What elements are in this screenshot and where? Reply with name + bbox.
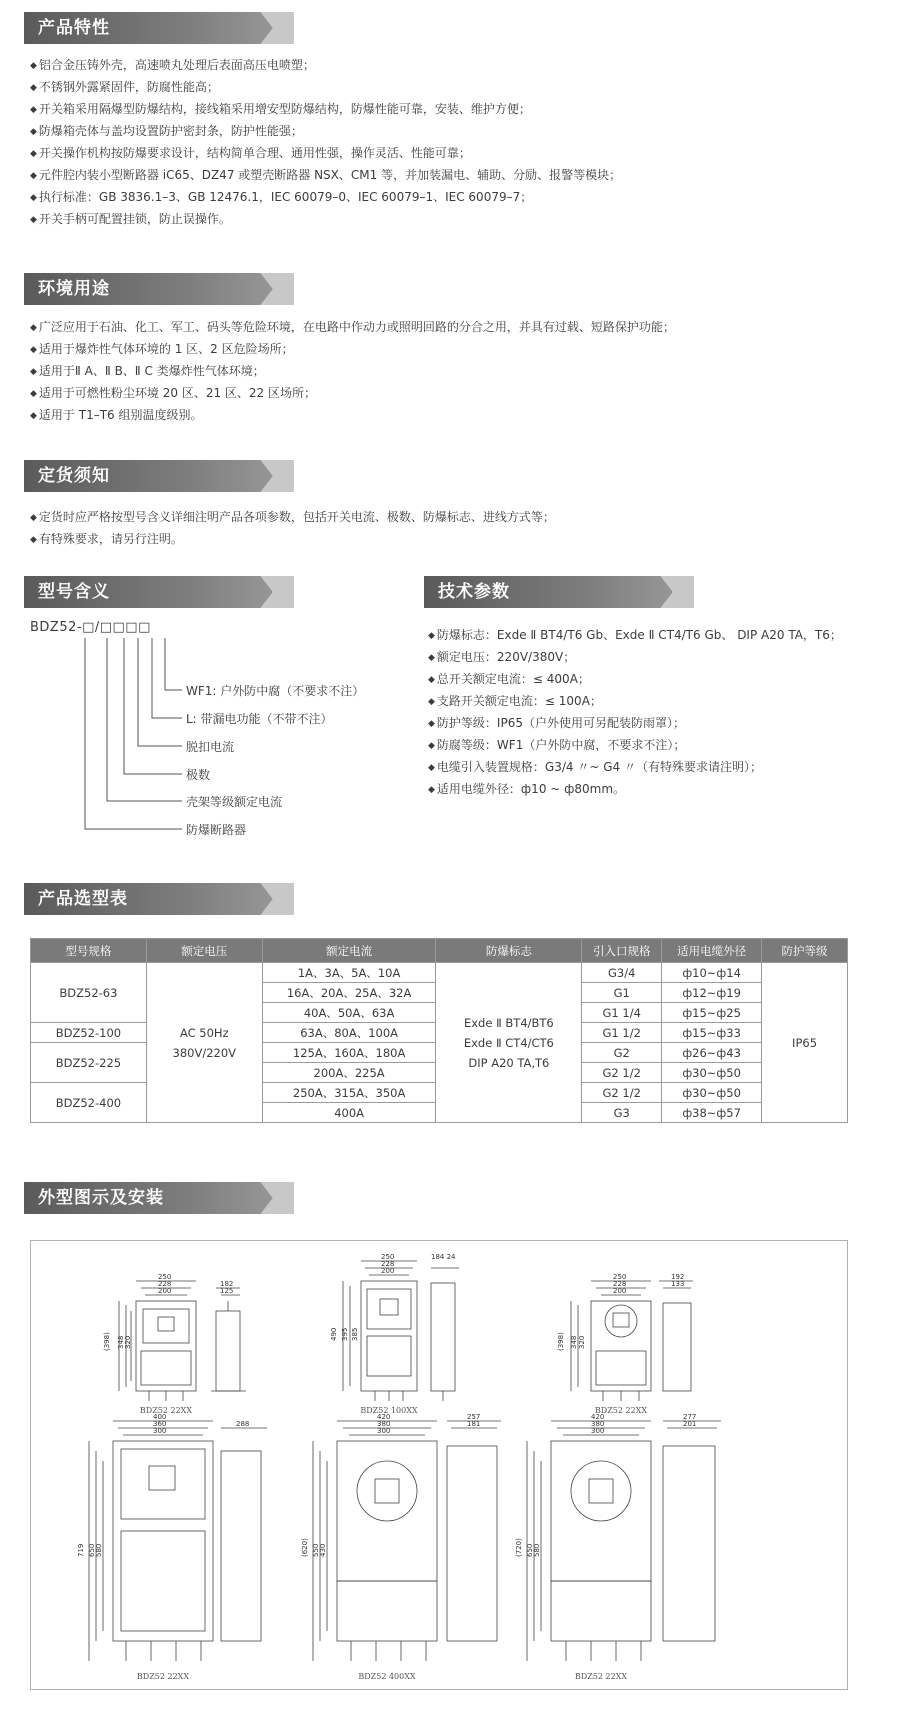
dim-label: 250 [613, 1273, 627, 1281]
mark-line: Exde Ⅱ BT4/BT6 [463, 1015, 554, 1030]
dim-label: 257 [467, 1413, 481, 1421]
dim-label: 200 [158, 1287, 172, 1295]
cable-cell: ф10~ф14 [662, 963, 762, 983]
feature-item: ◆ 开关操作机构按防爆要求设计，结构简单合理、通用性强，操作灵活、性能可靠； [30, 143, 621, 165]
outline-drawings-svg [31, 1241, 847, 1689]
environment-item: ◆ 适用于 T1–T6 组别温度级别。 [30, 405, 675, 427]
drawing-small-enclosure-1 [119, 1281, 246, 1401]
entry-cell: G2 1/2 [582, 1063, 662, 1083]
table-header-row [31, 939, 848, 963]
model-label-frame-current: 壳架等级额定电流 [186, 795, 283, 809]
drawing-large-enclosure-2 [313, 1421, 501, 1661]
cable-cell: ф15~ф33 [662, 1023, 762, 1043]
dim-label: 181 [467, 1420, 481, 1428]
dim-label: (720) [515, 1538, 523, 1557]
ordering-list [30, 507, 555, 551]
dim-label: (398) [103, 1332, 111, 1351]
dim-label: 320 [124, 1335, 132, 1349]
dim-label: 380 [377, 1420, 391, 1428]
ordering-item: ◆ 定货时应严格按型号含义详细注明产品各项参数，包括开关电流、极数、防爆标志、进线方式等； [30, 507, 555, 529]
dim-label: 360 [153, 1420, 167, 1428]
feature-item: ◆ 开关手柄可配置挂锁，防止误操作。 [30, 209, 621, 231]
drawing-caption: BDZ52 22XX [594, 1406, 648, 1415]
section-title: 产品选型表 [38, 889, 128, 909]
drawing-caption: BDZ52 22XX [139, 1406, 193, 1415]
section-header-selection [24, 883, 294, 915]
column-header: 防护等级 [762, 939, 848, 963]
column-header: 额定电流 [262, 939, 436, 963]
environment-item: ◆ 广泛应用于石油、化工、军工、码头等危险环境，在电路中作动力或照明回路的分合之用，并具有过载、短路保护功能； [30, 317, 675, 339]
current-cell: 40A、50A、63A [262, 1003, 436, 1023]
dim-label: 182 [220, 1280, 234, 1288]
model-cell: BDZ52-400 [31, 1083, 147, 1123]
dim-label: 550 [312, 1543, 320, 1557]
feature-item: ◆ 不锈钢外露紧固件，防腐性能高； [30, 77, 621, 99]
section-title: 定货须知 [38, 466, 110, 486]
selection-table [30, 938, 848, 1123]
mark-cell [436, 963, 582, 1123]
current-cell: 400A [262, 1103, 436, 1123]
entry-cell: G3/4 [582, 963, 662, 983]
tech-params-list [428, 625, 848, 801]
feature-item: ◆ 执行标准：GB 3836.1–3、GB 12476.1，IEC 60079–0、IEC 60079–1、IEC 60079–7； [30, 187, 621, 209]
current-cell: 200A、225A [262, 1063, 436, 1083]
dim-label: 228 [613, 1280, 627, 1288]
column-header: 额定电压 [146, 939, 262, 963]
section-header-tech [424, 576, 694, 608]
current-cell: 125A、160A、180A [262, 1043, 436, 1063]
dim-label: (620) [301, 1538, 309, 1557]
section-header-outline [24, 1182, 294, 1214]
tech-item: ◆ 防护等级：IP65（户外使用可另配装防雨罩）； [428, 713, 848, 735]
dim-label: 300 [591, 1427, 605, 1435]
cable-cell: ф30~ф50 [662, 1083, 762, 1103]
tech-item: ◆ 额定电压：220V/380V； [428, 647, 848, 669]
dim-label: 200 [613, 1287, 627, 1295]
environment-item: ◆ 适用于爆炸性气体环境的 1 区、2 区危险场所； [30, 339, 675, 361]
dim-label: 348 [570, 1335, 578, 1349]
drawing-small-enclosure-2 [343, 1261, 459, 1401]
dim-label: 192 [671, 1273, 685, 1281]
environment-item: ◆ 适用于Ⅱ A、Ⅱ B、Ⅱ C 类爆炸性气体环境； [30, 361, 675, 383]
model-cell: BDZ52-225 [31, 1043, 147, 1083]
section-header-environment [24, 273, 294, 305]
dim-label: 395 [341, 1327, 349, 1341]
dim-label: 288 [236, 1420, 250, 1428]
dim-label: 580 [95, 1543, 103, 1557]
feature-item: ◆ 开关箱采用隔爆型防爆结构，接线箱采用增安型防爆结构，防爆性能可靠，安装、维护方便； [30, 99, 621, 121]
cable-cell: ф12~ф19 [662, 983, 762, 1003]
drawing-caption: BDZ52 22XX [136, 1672, 190, 1681]
tech-item: ◆ 电缆引入装置规格：G3/4 〃~ G4 〃（有特殊要求请注明）； [428, 757, 848, 779]
dim-label: 420 [591, 1413, 605, 1421]
section-title: 型号含义 [38, 582, 110, 602]
section-header-ordering [24, 460, 294, 492]
environment-item: ◆ 适用于可燃性粉尘环境 20 区、21 区、22 区场所； [30, 383, 675, 405]
section-header-model [24, 576, 294, 608]
dim-label: 250 [381, 1253, 395, 1261]
cable-cell: ф26~ф43 [662, 1043, 762, 1063]
column-header: 型号规格 [31, 939, 147, 963]
current-cell: 16A、20A、25A、32A [262, 983, 436, 1003]
tech-item: ◆ 总开关额定电流：≤ 400A； [428, 669, 848, 691]
header-arrow-decoration [238, 883, 294, 915]
dim-label: 133 [671, 1280, 685, 1288]
tech-item: ◆ 适用电缆外径：ф10 ~ ф80mm。 [428, 779, 848, 801]
dim-label: 184 24 [431, 1253, 456, 1261]
entry-cell: G2 [582, 1043, 662, 1063]
column-header: 引入口规格 [582, 939, 662, 963]
cable-cell: ф15~ф25 [662, 1003, 762, 1023]
outline-drawings-panel [30, 1240, 848, 1690]
entry-cell: G1 1/4 [582, 1003, 662, 1023]
current-cell: 63A、80A、100A [262, 1023, 436, 1043]
dim-label: 125 [220, 1287, 234, 1295]
model-label-poles: 极数 [186, 768, 211, 782]
model-code: BDZ52-□/□□□□ [30, 620, 151, 635]
section-title: 产品特性 [38, 18, 110, 38]
protection-cell: IP65 [762, 963, 848, 1123]
dim-label: 300 [153, 1427, 167, 1435]
dim-label: 228 [381, 1260, 395, 1268]
dim-label: 650 [88, 1543, 96, 1557]
dim-label: 400 [153, 1413, 167, 1421]
column-header: 防爆标志 [436, 939, 582, 963]
dim-label: 200 [381, 1267, 395, 1275]
ordering-item: ◆ 有特殊要求，请另行注明。 [30, 529, 555, 551]
dim-label: 300 [377, 1427, 391, 1435]
dim-label: 277 [683, 1413, 697, 1421]
section-title: 技术参数 [438, 582, 510, 602]
table-row [31, 963, 848, 983]
dim-label: 490 [330, 1327, 338, 1341]
drawing-small-enclosure-3 [571, 1281, 693, 1401]
tech-item: ◆ 支路开关额定电流：≤ 100A； [428, 691, 848, 713]
dim-label: 250 [158, 1273, 172, 1281]
feature-item: ◆ 元件腔内装小型断路器 iC65、DZ47 或塑壳断路器 NSX、CM1 等，并加装漏电、辅助、分励、报警等模块； [30, 165, 621, 187]
column-header: 适用电缆外径 [662, 939, 762, 963]
drawing-caption: BDZ52 400XX [358, 1672, 416, 1681]
drawing-caption: BDZ52 100XX [360, 1406, 418, 1415]
drawing-large-enclosure-1 [89, 1421, 267, 1661]
dim-label: 201 [683, 1420, 697, 1428]
model-code-diagram [30, 620, 410, 840]
voltage-cell [146, 963, 262, 1123]
mark-line: DIP A20 TA,T6 [468, 1055, 550, 1070]
entry-cell: G1 1/2 [582, 1023, 662, 1043]
dim-label: (398) [557, 1332, 565, 1351]
section-header-features [24, 12, 294, 44]
entry-cell: G3 [582, 1103, 662, 1123]
model-cell: BDZ52-63 [31, 963, 147, 1023]
model-label-leakage: L: 带漏电功能（不带不注） [186, 712, 333, 726]
header-arrow-decoration [238, 460, 294, 492]
cable-cell: ф30~ф50 [662, 1063, 762, 1083]
dim-label: 650 [526, 1543, 534, 1557]
section-title: 外型图示及安装 [38, 1188, 164, 1208]
model-label-wf1: WF1: 户外防中腐（不要求不注） [186, 684, 365, 698]
tech-item: ◆ 防爆标志：Exde Ⅱ BT4/T6 Gb、Exde Ⅱ CT4/T6 Gb、 DIP A20 TA，T6； [428, 625, 848, 647]
entry-cell: G2 1/2 [582, 1083, 662, 1103]
feature-item: ◆ 防爆箱壳体与盖均设置防护密封条，防护性能强； [30, 121, 621, 143]
section-title: 环境用途 [38, 279, 110, 299]
header-arrow-decoration [238, 273, 294, 305]
features-list [30, 55, 621, 231]
voltage-line: 380V/220V [172, 1045, 237, 1060]
header-arrow-decoration [238, 12, 294, 44]
dim-label: 380 [591, 1420, 605, 1428]
dim-label: 420 [377, 1413, 391, 1421]
voltage-line: AC 50Hz [179, 1025, 229, 1040]
model-cell: BDZ52-100 [31, 1023, 147, 1043]
header-arrow-decoration [238, 1182, 294, 1214]
tech-item: ◆ 防腐等级：WF1（户外防中腐，不要求不注）； [428, 735, 848, 757]
current-cell: 250A、315A、350A [262, 1083, 436, 1103]
model-leader-lines [30, 620, 190, 840]
header-arrow-decoration [638, 576, 694, 608]
model-label-trip-current: 脱扣电流 [186, 740, 235, 754]
drawing-caption: BDZ52 22XX [574, 1672, 628, 1681]
dim-label: 320 [578, 1335, 586, 1349]
entry-cell: G1 [582, 983, 662, 1003]
dim-label: 228 [158, 1280, 172, 1288]
dim-label: 430 [319, 1543, 327, 1557]
cable-cell: ф38~ф57 [662, 1103, 762, 1123]
model-label-breaker: 防爆断路器 [186, 823, 247, 837]
environment-list [30, 317, 675, 427]
mark-line: Exde Ⅱ CT4/CT6 [463, 1035, 554, 1050]
dim-label: 580 [533, 1543, 541, 1557]
dim-label: 719 [77, 1543, 85, 1557]
current-cell: 1A、3A、5A、10A [262, 963, 436, 983]
dim-label: 348 [117, 1335, 125, 1349]
drawing-large-enclosure-3 [527, 1421, 721, 1661]
feature-item: ◆ 铝合金压铸外壳，高速喷丸处理后表面高压电喷塑； [30, 55, 621, 77]
header-arrow-decoration [238, 576, 294, 608]
dim-label: 385 [351, 1327, 359, 1341]
